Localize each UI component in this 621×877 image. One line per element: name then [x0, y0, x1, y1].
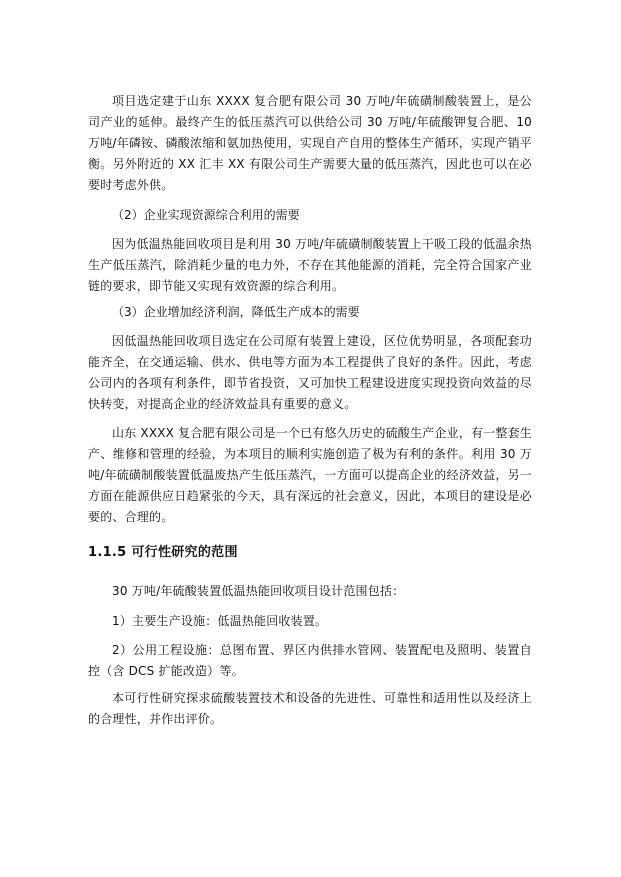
- subheading-resource-utilization: （2）企业实现资源综合利用的需要: [112, 208, 300, 222]
- subheading-economic-profit: （3）企业增加经济利润，降低生产成本的需要: [112, 305, 360, 319]
- paragraph-scope-conclusion: 本可行性研究探求硫酸装置技术和设备的先进性、可靠性和适用性以及经济上的合理性，并作出评价。: [88, 691, 532, 726]
- paragraph-company-background: 山东 XXXX 复合肥有限公司是一个已有悠久历史的硫酸生产企业，有一整套生产、维修和管理的经验，为本项目的顺利实施创造了极为有利的条件。利用 30 万吨/年硫磺制酸装置低温废热产生低压蒸汽，一方面可以提高企业的经济效益，另一方面在能源供应日趋紧张的今天，具有深远的社会意义，因此，本项目的建设是必要的、合理的。: [88, 426, 532, 524]
- paragraph-project-location: 项目选定建于山东 XXXX 复合肥有限公司 30 万吨/年硫磺制酸装置上，是公司产业的延伸。最终产生的低压蒸汽可以供给公司 30 万吨/年硫酸钾复合肥、10 万吨/年磷铵、磷酸浓缩和氨加热使用，实现自产自用的整体生产循环，实现产销平衡。另外附近的 XX 汇丰 XX 有限公司生产需要大量的低压蒸汽，因此也可以在必要时考虑外供。: [88, 94, 532, 192]
- paragraph-resource-utilization: 因为低温热能回收项目是利用 30 万吨/年硫磺制酸装置上干吸工段的低温余热生产低压蒸汽，除消耗少量的电力外，不存在其他能源的消耗，完全符合国家产业链的要求，即节能又实现有效资源的综合利用。: [88, 237, 532, 293]
- paragraph-scope-item-1: 1）主要生产设施：低温热能回收装置。: [112, 614, 328, 628]
- section-heading-scope: 1.1.5 可行性研究的范围: [88, 545, 238, 560]
- paragraph-scope-intro: 30 万吨/年硫酸装置低温热能回收项目设计范围包括：: [112, 584, 405, 598]
- paragraph-economic-profit: 因低温热能回收项目选定在公司原有装置上建设，区位优势明显，各项配套功能齐全，在交通运输、供水、供电等方面为本工程提供了良好的条件。因此，考虑公司内的各项有利条件，即节省投资，又可加快工程建设进度实现投资向效益的尽快转变，对提高企业的经济效益具有重要的意义。: [88, 334, 532, 411]
- paragraph-scope-item-2: 2）公用工程设施：总图布置、界区内供排水管网、装置配电及照明、装置自控（含 DCS 扩能改造）等。: [88, 643, 532, 678]
